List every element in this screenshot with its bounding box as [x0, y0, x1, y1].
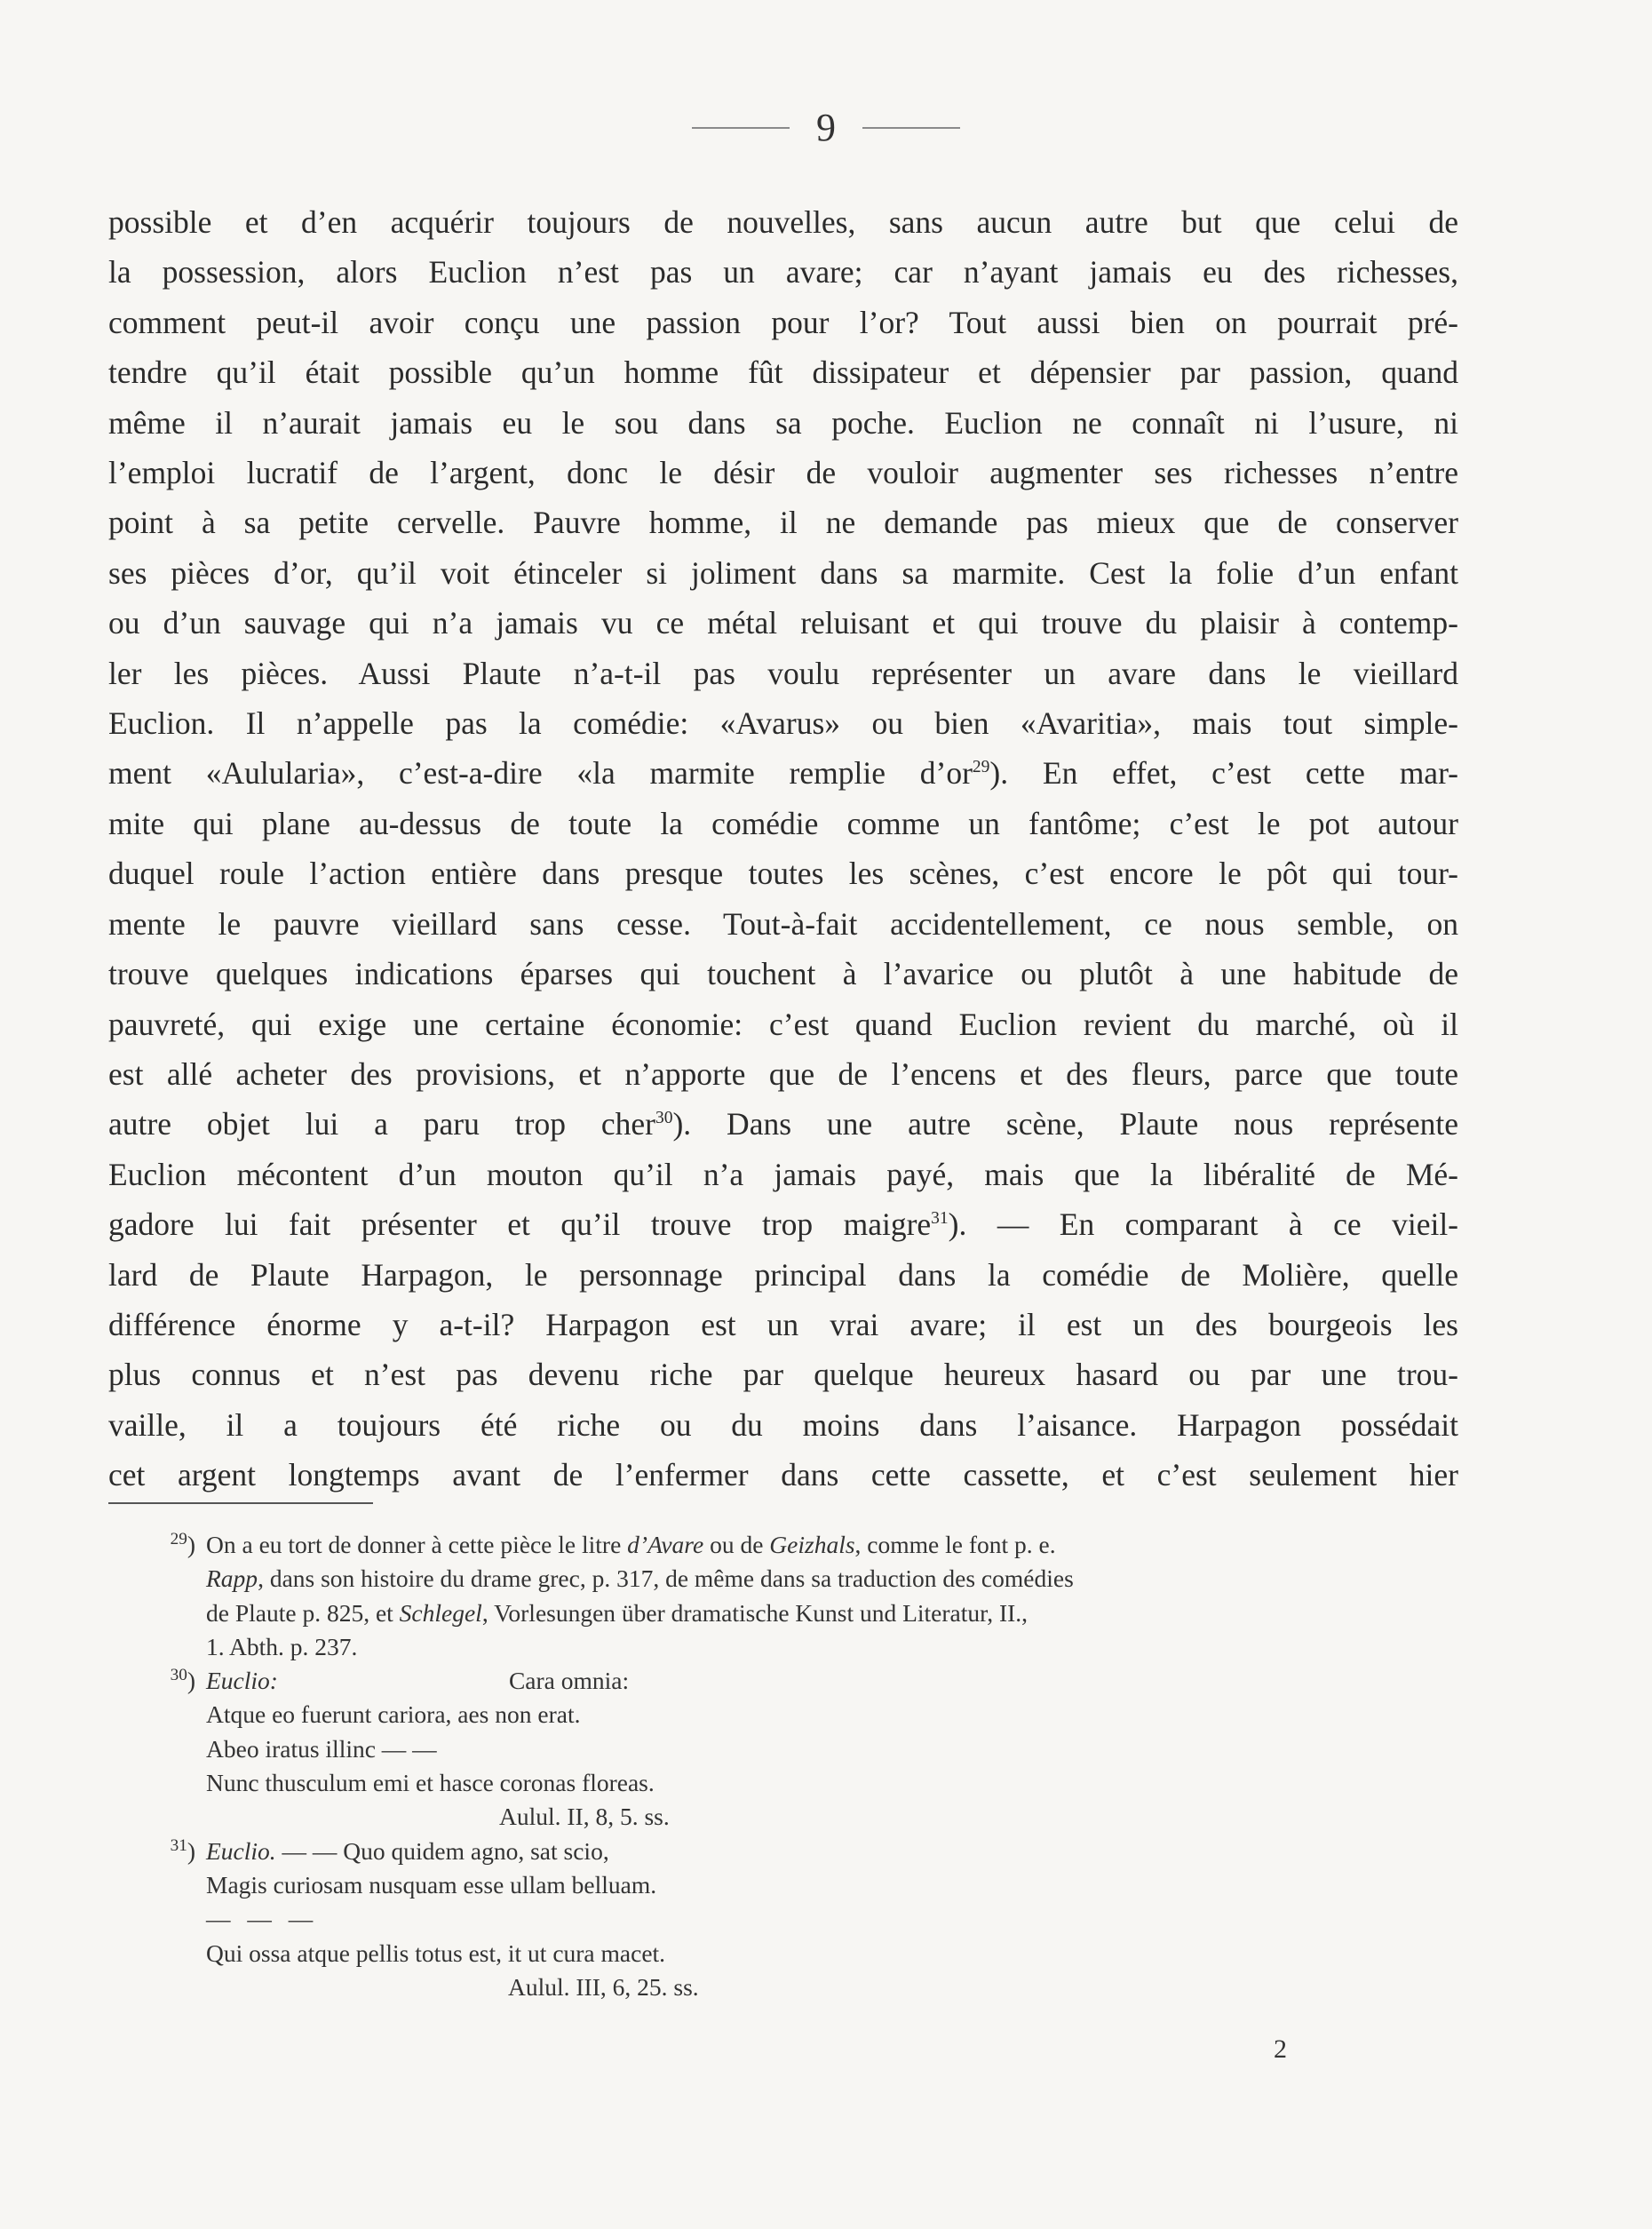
body-line: vaille, il a toujours été riche ou du moins dans l’aisance. Harpagon possédait	[108, 1406, 1458, 1443]
text-segment: ). — En comparant à ce vieil-	[948, 1206, 1459, 1243]
body-line: Euclion. Il n’appelle pas la comédie: «Avarus» ou bien «Avaritia», mais tout simple-	[108, 705, 1458, 742]
header-dash-right	[862, 127, 960, 129]
body-line: même il n’aurait jamais eu le sou dans sa poche. Euclion ne connaît ni l’usure, ni	[108, 404, 1458, 441]
text-segment: ment «Aulularia», c’est-a-dire «la marmite remplie d’or	[108, 755, 973, 792]
body-line: plus connus et n’est pas devenu riche par quelque heureux hasard ou par une trou-	[108, 1357, 1458, 1393]
body-line: duquel roule l’action entière dans presque toutes les scènes, c’est encore le pôt qui tour-	[108, 856, 1458, 892]
body-line: différence énorme y a-t-il? Harpagon est un vrai avare; il est un des bourgeois les	[108, 1306, 1458, 1342]
body-line: la possession, alors Euclion n’est pas un avare; car n’ayant jamais eu des richesses,	[108, 254, 1458, 291]
body-line: mite qui plane au-dessus de toute la comédie comme un fantôme; c’est le pot autour	[108, 805, 1458, 841]
verse-line: Euclio. — — Quo quidem agno, sat scio,	[206, 1836, 609, 1865]
body-line: ou d’un sauvage qui n’a jamais vu ce métal reluisant et qui trouve du plaisir à contemp-	[108, 605, 1458, 641]
body-line: Euclion mécontent d’un mouton qu’il n’a jamais payé, mais que la libéralité de Mé-	[108, 1156, 1458, 1192]
body-line: point à sa petite cervelle. Pauvre homme, il ne demande pas mieux que de conserver	[108, 505, 1458, 541]
page-header	[0, 105, 1652, 150]
signature-mark: 2	[1274, 2034, 1287, 2064]
body-line: ses pièces d’or, qu’il voit étinceler si joliment dans sa marmite. Cest la folie d’un enfant	[108, 554, 1458, 591]
footnote-rule	[108, 1502, 373, 1504]
text-segment: autre objet lui a paru trop cher	[108, 1106, 655, 1142]
body-line: est allé acheter des provisions, et n’apporte que de l’encens et des fleurs, parce que toute	[108, 1055, 1458, 1092]
body-line: pauvreté, qui exige une certaine économie: c’est quand Euclion revient du marché, où il	[108, 1006, 1458, 1042]
footnote-text	[206, 1528, 1458, 1664]
footnote-29	[108, 1528, 1458, 1664]
citation: Aulul. III, 6, 25. ss.	[508, 1972, 699, 2001]
page-number: 9	[816, 106, 836, 149]
footnote-31	[108, 1835, 1458, 2004]
footnote-ref-31: 31	[931, 1209, 949, 1229]
body-line: comment peut-il avoir conçu une passion pour l’or? Tout aussi bien on pourrait pré-	[108, 304, 1458, 340]
body-line: possible et d’en acquérir toujours de nouvelles, sans aucun autre but que celui de	[108, 204, 1458, 240]
footnote-ref-29: 29	[972, 758, 990, 777]
body-text	[108, 197, 1458, 1501]
verse-line: Euclio: Cara omnia:	[206, 1667, 630, 1695]
body-line: mente le pauvre vieillard sans cesse. Tout-à-fait accidentellement, ce nous semble, on	[108, 905, 1458, 942]
footnote-ref-30: 30	[655, 1109, 673, 1128]
footnote-text	[206, 1664, 1458, 1834]
body-line: l’emploi lucratif de l’argent, donc le désir de vouloir augmenter ses richesses n’entre	[108, 455, 1458, 491]
footnote-number: $^{30}$)	[170, 1666, 195, 1695]
verse-line: Atque eo fuerunt cariora, aes non erat.	[206, 1700, 581, 1729]
verse-line: Magis curiosam nusquam esse ullam belluam.	[206, 1870, 657, 1899]
footnote-number: $^{29}$)	[170, 1529, 195, 1558]
ellipsis-dashes: — — —	[206, 1905, 319, 1933]
footnote-30	[108, 1664, 1458, 1834]
body-line	[108, 748, 1458, 798]
footnotes	[108, 1528, 1458, 2004]
verse-line: Nunc thusculum emi et hasce coronas floreas.	[206, 1769, 655, 1797]
footnote-line: de Plaute p. 825, et Schlegel, Vorlesungen über dramatische Kunst und Literatur, II.,	[206, 1598, 1029, 1627]
body-line: cet argent longtemps avant de l’enfermer dans cette cassette, et c’est seulement hier	[108, 1457, 1458, 1493]
text-segment: ). Dans une autre scène, Plaute nous représente	[672, 1106, 1458, 1142]
body-line: ler les pièces. Aussi Plaute n’a-t-il pas voulu représenter un avare dans le vieillard	[108, 655, 1458, 691]
header-dash-left	[692, 127, 790, 129]
text-segment: ). En effet, c’est cette mar-	[989, 755, 1458, 792]
footnote-line: Rapp, dans son histoire du drame grec, p. 317, de même dans sa traduction des comédies	[206, 1564, 1074, 1593]
body-line: trouve quelques indications éparses qui touchent à l’avarice ou plutôt à une habitude de	[108, 956, 1458, 992]
footnote-number: $^{31}$)	[170, 1835, 195, 1865]
text-segment: gadore lui fait présenter et qu’il trouve trop maigre	[108, 1206, 932, 1243]
body-line: tendre qu’il était possible qu’un homme fût dissipateur et dépensier par passion, quand	[108, 354, 1458, 391]
body-line	[108, 1099, 1458, 1149]
verse-line: Abeo iratus illinc — —	[206, 1734, 437, 1763]
body-line	[108, 1199, 1458, 1249]
footnote-line: 1. Abth. p. 237.	[206, 1632, 358, 1660]
footnote-line: On a eu tort de donner à cette pièce le litre d’Avare ou de Geizhals, comme le font p. e.	[206, 1531, 1056, 1558]
footnote-text	[206, 1835, 1458, 2004]
body-line: lard de Plaute Harpagon, le personnage principal dans la comédie de Molière, quelle	[108, 1256, 1458, 1293]
citation: Aulul. II, 8, 5. ss.	[499, 1803, 670, 1831]
verse-line: Qui ossa atque pellis totus est, it ut cura macet.	[206, 1938, 666, 1967]
